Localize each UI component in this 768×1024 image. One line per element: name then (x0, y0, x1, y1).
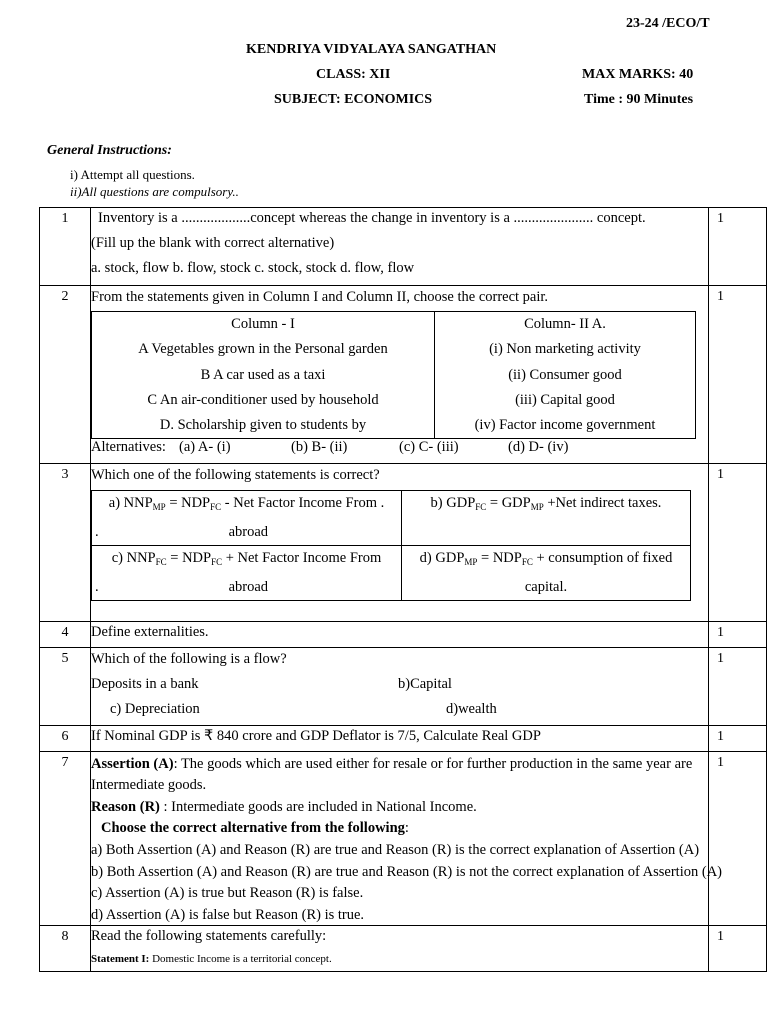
match-table (91, 311, 696, 439)
option-c: c) Assertion (A) is true but Reason (R) is false. (91, 885, 364, 901)
column-2 (435, 312, 696, 439)
question-body (91, 622, 709, 648)
instruction-item: i) Attempt all questions. (70, 167, 195, 182)
questions-table (39, 207, 767, 972)
column-2-item: (iv) Factor income government (474, 417, 656, 434)
assertion-text: : The goods which are used either for resale or for further production in the same year are (173, 756, 693, 772)
question-number: 6 (40, 726, 91, 752)
question-row-5 (40, 648, 767, 726)
alternative: (b) B- (ii) (291, 439, 348, 455)
reason-label: Reason (R) (91, 799, 160, 815)
question-body (91, 464, 709, 622)
question-body: Assertion (A): The goods which are used either for resale or for further production in the same year are Intermediate goods. Reason (R) : Intermediate goods are included in National Income. Choose the correct alternative from the following: a) Both Assertion (A) and Reason (R) are true and Reason (R) is the correct explanation of Assertion (A) b) Both Assertion (A) and Reason (R) are true and Reason (R) is not the correct explanation of Assertion (A) c) Assertion (A) is true but Reason (R) is false. d) Assertion (A) is false but Reason (R) is true. (91, 752, 709, 926)
question-number: 2 (40, 286, 91, 464)
question-number: 8 (40, 926, 91, 972)
question-marks: 1 (709, 208, 767, 286)
question-row-1 (40, 208, 767, 286)
assertion-label: Assertion (A) (91, 756, 174, 772)
option-a: a) Both Assertion (A) and Reason (R) are true and Reason (R) is the correct explanation of Assertion (A) (91, 842, 700, 858)
column-2-item: (ii) Consumer good (508, 366, 622, 383)
option-b: b)Capital (398, 676, 452, 692)
subject-label: SUBJECT: ECONOMICS (274, 92, 433, 107)
question-text: If Nominal GDP is ₹ 840 crore and GDP Deflator is 7/5, Calculate Real GDP (91, 728, 541, 744)
option-b: b) $GDP_{FC} = GDP_{MP} +Net$ indirect taxes. (402, 491, 691, 546)
reason-text: : Intermediate goods are included in National Income. (159, 799, 477, 815)
question-row-3 (40, 464, 767, 622)
question-marks: 1 (709, 726, 767, 752)
column-1 (92, 312, 435, 439)
question-number: 4 (40, 622, 91, 648)
question-text: Define externalities. (91, 624, 209, 640)
question-text: Which of the following is a flow? (91, 651, 287, 667)
question-body (91, 726, 709, 752)
question-row-7 (40, 752, 767, 926)
options-grid (91, 490, 691, 601)
question-row-4 (40, 622, 767, 648)
option-c: c) Depreciation (110, 701, 200, 717)
question-number: 5 (40, 648, 91, 726)
max-marks: MAX MARKS: 40 (582, 67, 694, 82)
option-d: d) Assertion (A) is false but Reason (R) is true. (91, 907, 365, 923)
question-marks: 1 (709, 926, 767, 972)
paper-code: 23-24 /ECO/T (626, 16, 710, 31)
question-marks: 1 (709, 752, 767, 926)
question-row-8 (40, 926, 767, 972)
question-marks: 1 (709, 622, 767, 648)
question-text: From the statements given in Column I and Column II, choose the correct pair. (91, 289, 549, 305)
question-body (91, 648, 709, 726)
class-label: CLASS: XII (316, 67, 391, 82)
option-a: a) $NNP_{MP} = NDP_{FC}$ - Net Factor Income From . . abroad (92, 491, 402, 546)
question-marks: 1 (709, 648, 767, 726)
question-text: Inventory is a ...................concept whereas the change in inventory is a ...................... concept. (98, 210, 646, 226)
statement-label: Statement I: (91, 953, 150, 965)
question-row-6 (40, 726, 767, 752)
option-a: Deposits in a bank (91, 676, 199, 692)
statement-text: Domestic Income is a territorial concept. (149, 953, 332, 965)
column-1-item: C An air-conditioner used by household (147, 391, 379, 408)
column-2-item: (i) Non marketing activity (489, 341, 641, 358)
column-2-item: (iii) Capital good (515, 391, 615, 408)
instruction-item: ii)All questions are compulsory.. (70, 184, 239, 199)
column-1-item: B A car used as a taxi (200, 366, 326, 383)
alternative: (a) A- (i) (179, 439, 231, 455)
question-number: 7 (40, 752, 91, 926)
assertion-text: Intermediate goods. (91, 777, 207, 793)
column-1-item: D. Scholarship given to students by (159, 417, 367, 434)
column-1-header: Column - I (231, 316, 295, 332)
option-d: d) $GDP_{MP} = NDP_{FC}$ + consumption of fixed capital. (402, 546, 691, 601)
choose-label: Choose the correct alternative from the following (101, 820, 405, 836)
column-1-item: A Vegetables grown in the Personal garden (138, 341, 388, 358)
question-marks: 1 (709, 286, 767, 464)
column-2-header: Column- II A. (524, 316, 606, 332)
question-text: (Fill up the blank with correct alternative) (91, 235, 335, 251)
question-text: Read the following statements carefully: (91, 928, 327, 944)
option-b: b) Both Assertion (A) and Reason (R) are true and Reason (R) is not the correct explanation of Assertion (A) (91, 864, 722, 880)
organization-title: KENDRIYA VIDYALAYA SANGATHAN (246, 42, 497, 57)
question-row-2 (40, 286, 767, 464)
alternative: (d) D- (iv) (508, 439, 569, 455)
question-body (91, 286, 709, 464)
time-label: Time : 90 Minutes (584, 92, 694, 107)
question-text: Which one of the following statements is correct? (91, 467, 380, 483)
question-body (91, 208, 709, 286)
alternative: (c) C- (iii) (399, 439, 459, 455)
option-d: d)wealth (446, 701, 497, 717)
question-marks: 1 (709, 464, 767, 622)
alternatives-label: Alternatives: (91, 439, 166, 455)
question-options: a. stock, flow b. flow, stock c. stock, stock d. flow, flow (91, 260, 415, 276)
question-number: 1 (40, 208, 91, 286)
question-body (91, 926, 709, 972)
question-number: 3 (40, 464, 91, 622)
instructions-title: General Instructions: (47, 143, 172, 158)
option-c: c) $NNP_{FC} = NDP_{FC}$ + Net Factor Income From . abroad (92, 546, 402, 601)
